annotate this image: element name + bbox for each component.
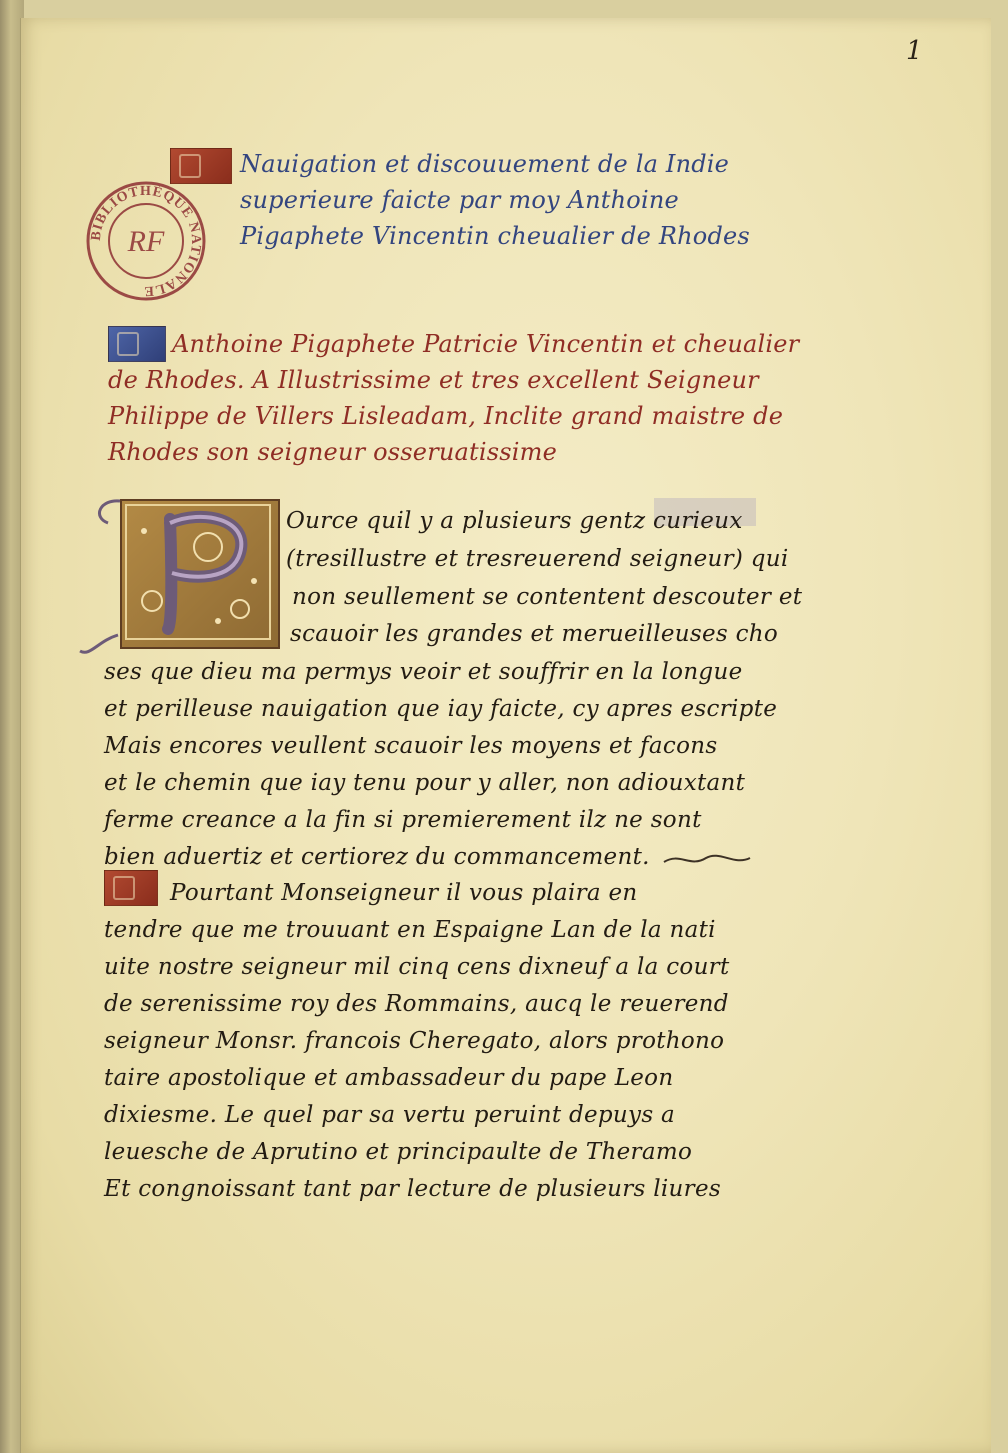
body-line-9: ferme creance a la fin si premierement ilz ne sont	[104, 807, 702, 833]
stamp-monogram: RF	[127, 225, 165, 258]
body-line-18: leuesche de Aprutino et principaulte de Theramo	[104, 1139, 693, 1165]
body-line-16: taire apostolique et ambassadeur du pape Leon	[104, 1065, 674, 1091]
body-line-5: ses que dieu ma permys veoir et souffrir en la longue	[104, 659, 743, 685]
dedication-line-4: Rhodes son seigneur osseruatissime	[108, 438, 558, 466]
body-line-19: Et congnoissant tant par lecture de plusieurs liures	[104, 1176, 721, 1202]
initial-flourish-icon	[74, 495, 134, 665]
body-line-2: (tresillustre et tresreuerend seigneur) qui	[286, 546, 789, 572]
body-line-17: dixiesme. Le quel par sa vertu peruint depuys a	[104, 1102, 676, 1128]
folio-number: 1	[906, 36, 923, 66]
body-line-7: Mais encores veullent scauoir les moyens et facons	[104, 733, 718, 759]
paragraph-mark-red-2	[104, 870, 158, 906]
dedication-line-3: Philippe de Villers Lisleadam, Inclite grand maistre de	[108, 402, 784, 430]
body-line-12: tendre que me trouuant en Espaigne Lan de la nati	[104, 917, 716, 943]
stamp-legend: BIBLIOTHÈQUE NATIONALE	[88, 183, 204, 299]
title-line-2: superieure faicte par moy Anthoine	[240, 186, 679, 214]
dedication-line-1: Anthoine Pigaphete Patricie Vincentin et cheualier	[172, 330, 800, 358]
dedication-line-2: de Rhodes. A Illustrissime et tres excellent Seigneur	[108, 366, 759, 394]
body-line-6: et perilleuse nauigation que iay faicte, cy apres escripte	[104, 696, 778, 722]
body-line-4: scauoir les grandes et merueilleuses cho	[290, 621, 779, 647]
body-line-10: bien aduertiz et certiorez du commancement.	[104, 844, 650, 870]
paragraph-mark-red	[170, 148, 232, 184]
body-line-15: seigneur Monsr. francois Cheregato, alors prothono	[104, 1028, 725, 1054]
body-line-11: Pourtant Monseigneur il vous plaira en	[170, 880, 638, 906]
paragraph-mark-blue	[108, 326, 166, 362]
body-line-14: de serenissime roy des Rommains, aucq le reuerend	[104, 991, 729, 1017]
decorated-initial	[120, 499, 280, 649]
body-line-3: non seullement se contentent descouter et	[292, 584, 803, 610]
body-line-1: Ource quil y a plusieurs gentz curieux	[286, 508, 743, 534]
body-line-13: uite nostre seigneur mil cinq cens dixneuf a la court	[104, 954, 730, 980]
title-line-3: Pigaphete Vincentin cheualier de Rhodes	[240, 222, 750, 250]
library-stamp	[85, 180, 207, 302]
body-line-8: et le chemin que iay tenu pour y aller, non adiouxtant	[104, 770, 746, 796]
initial-ornament-icon	[122, 501, 274, 643]
line-filler-flourish-icon	[660, 850, 770, 870]
title-line-1: Nauigation et discouuement de la Indie	[240, 150, 730, 178]
